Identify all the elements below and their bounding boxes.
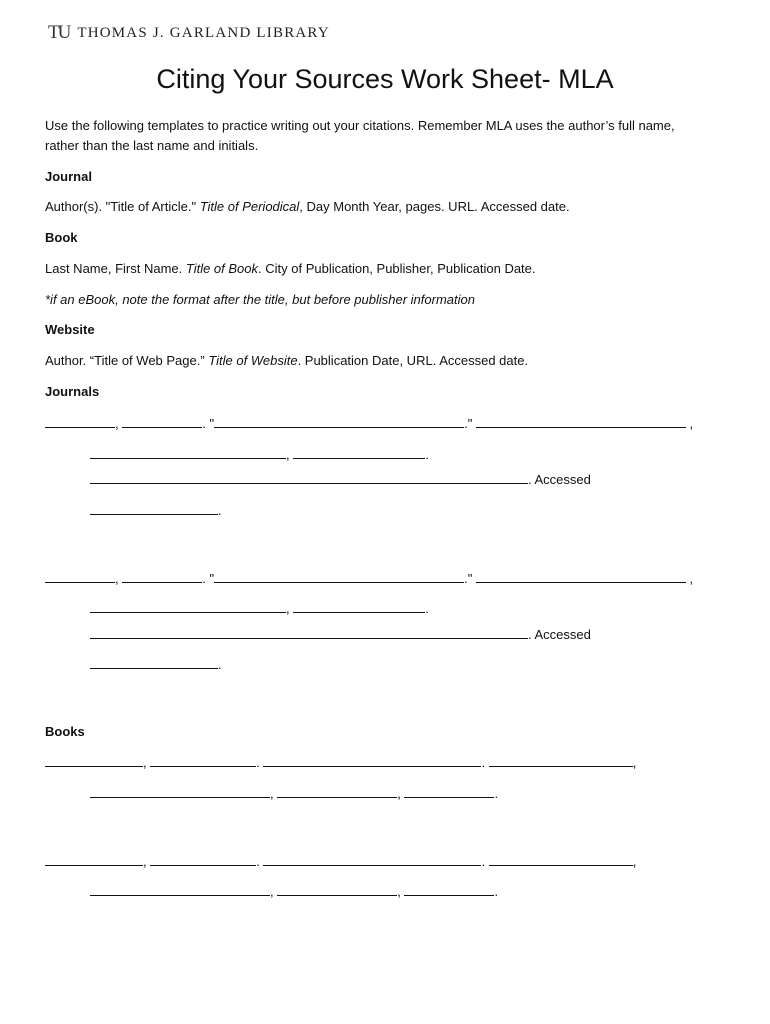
page-title: Citing Your Sources Work Sheet- MLA (156, 64, 614, 94)
journal-heading: Journal (45, 169, 92, 184)
journal-entry-1-line-1: , . " ." , (45, 414, 693, 433)
website-template-end: . Publication Date, URL. Accessed date. (297, 353, 529, 368)
journal-entry-1-line-2: , . (90, 445, 429, 464)
journal-entry-2-line-3 (90, 625, 591, 644)
website-template-start: Author. “Title of Web Page.” (45, 353, 209, 368)
extra-blank[interactable] (404, 784, 494, 798)
book-template-start: Last Name, First Name. (45, 261, 186, 276)
journal-entry-1-line-3 (90, 470, 591, 489)
author-first-blank[interactable] (122, 569, 202, 583)
book-template (45, 260, 536, 278)
journals-heading: Journals (45, 384, 100, 399)
library-name: THOMAS J. GARLAND LIBRARY (77, 24, 330, 41)
article-title-blank[interactable] (214, 569, 464, 583)
library-header (48, 22, 330, 44)
last-name-blank[interactable] (45, 852, 143, 866)
last-name-blank[interactable] (45, 753, 143, 767)
book-entry-1-line-2: , , . (90, 784, 498, 803)
author-last-blank[interactable] (45, 569, 115, 583)
author-first-blank[interactable] (122, 414, 202, 428)
publication-date-blank[interactable] (277, 882, 397, 896)
website-heading: Website (45, 322, 95, 337)
ebook-note: *if an eBook, note the format after the title, but before publisher information (45, 292, 475, 307)
first-name-blank[interactable] (150, 852, 256, 866)
publisher-blank[interactable] (90, 882, 270, 896)
periodical-title-blank[interactable] (476, 414, 686, 428)
journal-entry-1-line-4: . (90, 501, 222, 520)
book-entry-2-line-1: , . . , (45, 852, 636, 871)
accessed-date-blank[interactable] (90, 501, 218, 515)
book-entry-2-line-2: , , . (90, 882, 498, 901)
journal-entry-2-line-2: , . (90, 599, 429, 618)
accessed-label: . Accessed (528, 472, 591, 487)
website-template (45, 352, 528, 370)
website-template-italic: Title of Website (208, 353, 298, 368)
first-name-blank[interactable] (150, 753, 256, 767)
author-last-blank[interactable] (45, 414, 115, 428)
city-blank[interactable] (489, 753, 633, 767)
book-title-blank[interactable] (263, 753, 481, 767)
book-template-end: . City of Publication, Publisher, Publication Date. (258, 261, 536, 276)
date-blank[interactable] (90, 445, 286, 459)
intro-text: Use the following templates to practice writing out your citations. Remember MLA uses the author’s full name, rather than the last name and initials. (45, 118, 675, 153)
url-blank[interactable] (90, 470, 528, 484)
books-heading: Books (45, 724, 85, 739)
publisher-blank[interactable] (90, 784, 270, 798)
book-entry-1-line-1: , . . , (45, 753, 636, 772)
pages-blank[interactable] (293, 599, 425, 613)
extra-blank[interactable] (404, 882, 494, 896)
publication-date-blank[interactable] (277, 784, 397, 798)
journal-entry-2-line-1: , . " ." , (45, 569, 693, 588)
url-blank[interactable] (90, 625, 528, 639)
library-logo: TU (48, 22, 70, 43)
journal-entry-2-line-4: . (90, 655, 222, 674)
periodical-title-blank[interactable] (476, 569, 686, 583)
date-blank[interactable] (90, 599, 286, 613)
book-template-italic: Title of Book (185, 261, 259, 276)
journal-template (45, 198, 570, 216)
pages-blank[interactable] (293, 445, 425, 459)
journal-template-end: , Day Month Year, pages. URL. Accessed date. (299, 199, 570, 214)
book-heading: Book (45, 230, 78, 245)
accessed-date-blank[interactable] (90, 655, 218, 669)
journal-template-italic: Title of Periodical (199, 199, 300, 214)
book-title-blank[interactable] (263, 852, 481, 866)
article-title-blank[interactable] (214, 414, 464, 428)
journal-template-start: Author(s). "Title of Article." (45, 199, 200, 214)
accessed-label: . Accessed (528, 627, 591, 642)
city-blank[interactable] (489, 852, 633, 866)
